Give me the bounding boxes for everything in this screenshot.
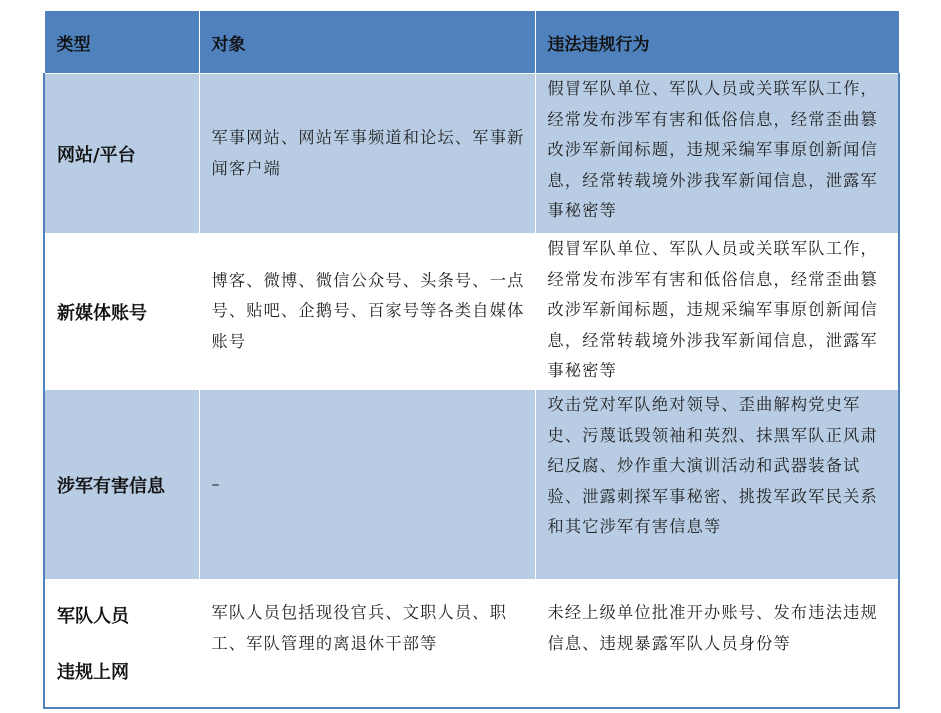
row-target: 博客、微博、微信公众号、头条号、一点号、贴吧、企鹅号、百家号等各类自媒体账号 (199, 234, 535, 390)
header-target: 对象 (199, 11, 535, 74)
row-type: 涉军有害信息 (44, 390, 199, 580)
violation-table (43, 10, 900, 709)
row-violation: 假冒军队单位、军队人员或关联军队工作，经常发布涉军有害和低俗信息，经常歪曲篡改涉军新闻标题，违规采编军事原创新闻信息，经常转载境外涉我军新闻信息，泄露军事秘密等 (535, 74, 899, 234)
row-violation: 未经上级单位批准开办账号、发布违法违规信息、违规暴露军队人员身份等 (535, 580, 899, 708)
table-row (44, 580, 899, 708)
header-violation: 违法违规行为 (535, 11, 899, 74)
row-violation: 攻击党对军队绝对领导、歪曲解构党史军史、污蔑诋毁领袖和英烈、抹黑军队正风肃纪反腐、炒作重大演训活动和武器装备试验、泄露刺探军事秘密、挑拨军政军民关系和其它涉军有害信息等 (535, 390, 899, 580)
row-target: – (199, 390, 535, 580)
row-type (44, 580, 199, 708)
row-type-line2: 违规上网 (57, 662, 129, 684)
table-row (44, 390, 899, 580)
row-violation: 假冒军队单位、军队人员或关联军队工作，经常发布涉军有害和低俗信息，经常歪曲篡改涉军新闻标题，违规采编军事原创新闻信息，经常转载境外涉我军新闻信息，泄露军事秘密等 (535, 234, 899, 390)
row-type: 网站/平台 (44, 74, 199, 234)
row-type: 新媒体账号 (44, 234, 199, 390)
table-header-row (44, 11, 899, 74)
row-target: 军队人员包括现役官兵、文职人员、职工、军队管理的离退休干部等 (199, 580, 535, 708)
row-type-line1: 军队人员 (57, 606, 129, 628)
table-row (44, 234, 899, 390)
table-row (44, 74, 899, 234)
header-type: 类型 (44, 11, 199, 74)
row-target: 军事网站、网站军事频道和论坛、军事新闻客户端 (199, 74, 535, 234)
